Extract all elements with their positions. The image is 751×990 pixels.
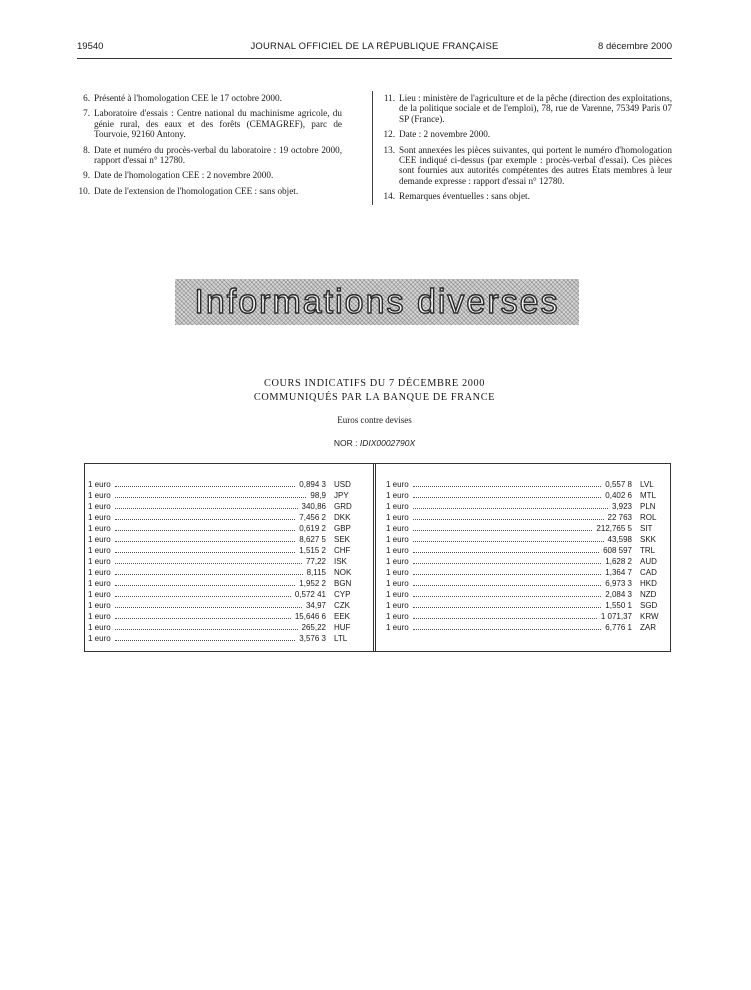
rate-value: 22 763 bbox=[607, 513, 632, 522]
item-text: Date de l'homologation CEE : 2 novembre 2000. bbox=[94, 170, 274, 181]
list-item bbox=[382, 129, 672, 139]
item-text: Présenté à l'homologation CEE le 17 octobre 2000. bbox=[94, 93, 282, 103]
currency-code: HKD bbox=[640, 579, 657, 588]
list-item bbox=[77, 108, 342, 139]
rate-unit: 1 euro bbox=[386, 535, 409, 544]
currency-code: ISK bbox=[334, 557, 347, 566]
rate-unit: 1 euro bbox=[386, 491, 409, 500]
currency-code: LTL bbox=[334, 634, 348, 643]
table-row bbox=[88, 479, 360, 490]
rate-unit: 1 euro bbox=[88, 568, 111, 577]
nor-reference bbox=[77, 438, 672, 448]
currency-code: KRW bbox=[640, 612, 659, 621]
dot-leader bbox=[413, 607, 602, 608]
dot-leader bbox=[413, 596, 602, 597]
rate-unit: 1 euro bbox=[88, 513, 111, 522]
rate-unit: 1 euro bbox=[386, 612, 409, 621]
currency-code: CZK bbox=[334, 601, 350, 610]
table-row bbox=[386, 545, 666, 556]
table-row bbox=[88, 512, 360, 523]
dot-leader bbox=[115, 629, 298, 630]
currency-code: SIT bbox=[640, 524, 653, 533]
table-row bbox=[88, 600, 360, 611]
list-item bbox=[382, 145, 672, 187]
currency-code: GRD bbox=[334, 502, 352, 511]
table-row bbox=[88, 611, 360, 622]
table-row bbox=[88, 534, 360, 545]
dot-leader bbox=[115, 607, 302, 608]
column-separator bbox=[372, 91, 373, 205]
currency-code: LVL bbox=[640, 480, 654, 489]
rate-unit: 1 euro bbox=[386, 513, 409, 522]
table-row bbox=[386, 589, 666, 600]
table-row bbox=[386, 534, 666, 545]
dot-leader bbox=[115, 596, 291, 597]
section-banner bbox=[175, 279, 579, 325]
currency-code: TRL bbox=[640, 546, 656, 555]
rate-unit: 1 euro bbox=[386, 568, 409, 577]
rate-unit: 1 euro bbox=[88, 557, 111, 566]
currency-code: MTL bbox=[640, 491, 656, 500]
table-row bbox=[88, 545, 360, 556]
currency-code: SEK bbox=[334, 535, 351, 544]
table-row bbox=[386, 567, 666, 578]
rates-right-column bbox=[386, 479, 666, 633]
currency-code: ZAR bbox=[640, 623, 656, 632]
table-row bbox=[386, 622, 666, 633]
currency-code: SKK bbox=[640, 535, 657, 544]
list-item bbox=[382, 191, 672, 201]
table-row bbox=[386, 556, 666, 567]
dot-leader bbox=[413, 552, 599, 553]
rate-unit: 1 euro bbox=[386, 590, 409, 599]
table-row bbox=[386, 490, 666, 501]
dot-leader bbox=[413, 629, 602, 630]
rate-unit: 1 euro bbox=[386, 579, 409, 588]
table-row bbox=[88, 567, 360, 578]
list-item bbox=[77, 186, 342, 196]
rate-unit: 1 euro bbox=[88, 502, 111, 511]
item-number: 14. bbox=[383, 191, 395, 202]
table-row bbox=[88, 578, 360, 589]
table-row bbox=[386, 523, 666, 534]
rate-value: 8,627 5 bbox=[299, 535, 326, 544]
list-item bbox=[77, 93, 342, 103]
rate-unit: 1 euro bbox=[386, 502, 409, 511]
rate-value: 3,576 3 bbox=[299, 634, 326, 643]
rate-unit: 1 euro bbox=[386, 524, 409, 533]
item-number: 8. bbox=[83, 144, 90, 155]
rate-unit: 1 euro bbox=[88, 480, 111, 489]
dot-leader bbox=[115, 508, 298, 509]
dot-leader bbox=[115, 530, 296, 531]
dot-leader bbox=[413, 530, 593, 531]
dot-leader bbox=[413, 486, 602, 487]
dot-leader bbox=[115, 640, 296, 641]
rate-value: 6,776 1 bbox=[605, 623, 632, 632]
rates-left-column bbox=[88, 479, 360, 644]
currency-code: JPY bbox=[334, 491, 349, 500]
rate-unit: 1 euro bbox=[88, 612, 111, 621]
currency-code: NOK bbox=[334, 568, 352, 577]
items-right-column bbox=[382, 93, 672, 207]
nor-label: NOR : bbox=[333, 438, 358, 448]
currency-code: EEK bbox=[334, 612, 351, 621]
dot-leader bbox=[115, 519, 296, 520]
item-text: Date de l'extension de l'homologation CEE : sans objet. bbox=[94, 185, 299, 196]
issue-date: 8 décembre 2000 bbox=[598, 41, 672, 52]
list-item bbox=[77, 145, 342, 166]
table-row bbox=[386, 501, 666, 512]
table-row bbox=[88, 633, 360, 644]
table-row bbox=[88, 622, 360, 633]
banner-title: Informations diverses bbox=[194, 283, 560, 321]
dot-leader bbox=[115, 486, 296, 487]
rate-unit: 1 euro bbox=[88, 546, 111, 555]
list-item bbox=[382, 93, 672, 124]
dot-leader bbox=[115, 618, 291, 619]
dot-leader bbox=[413, 574, 602, 575]
rate-unit: 1 euro bbox=[88, 601, 111, 610]
rate-value: 98,9 bbox=[310, 491, 326, 500]
page-header bbox=[77, 41, 672, 55]
table-row bbox=[386, 600, 666, 611]
rate-unit: 1 euro bbox=[386, 601, 409, 610]
rate-value: 7,456 2 bbox=[299, 513, 326, 522]
rate-value: 1,628 2 bbox=[605, 557, 632, 566]
journal-title: JOURNAL OFFICIEL DE LA RÉPUBLIQUE FRANÇAISE bbox=[250, 41, 499, 52]
currency-code: CHF bbox=[334, 546, 351, 555]
exchange-rates-table bbox=[84, 463, 671, 652]
item-number: 11. bbox=[383, 93, 395, 103]
currency-code: NZD bbox=[640, 590, 657, 599]
rate-unit: 1 euro bbox=[386, 623, 409, 632]
item-text: Sont annexées les pièces suivantes, qui portent le numéro d'homologation CEE indiqué ci-dessus (par exemple : procès-verbal d'essai). Ces pièces sont fournies aux autorités compétentes des autres Etats membres à leur demande expresse : rapport d'essai n° 12780. bbox=[399, 144, 672, 186]
table-row bbox=[386, 512, 666, 523]
rate-value: 212,765 5 bbox=[596, 524, 632, 533]
item-text: Laboratoire d'essais : Centre national du machinisme agricole, du génie rural, des eaux et des forêts (CEMAGREF), parc de Tourvoie, 92160 Antony. bbox=[94, 108, 342, 140]
item-text: Date : 2 novembre 2000. bbox=[399, 129, 491, 140]
rate-value: 77,22 bbox=[305, 557, 326, 566]
rate-value: 0,619 2 bbox=[299, 524, 326, 533]
table-row bbox=[386, 479, 666, 490]
page-number: 19540 bbox=[77, 41, 104, 52]
dot-leader bbox=[115, 497, 307, 498]
nor-code: IDIX0002790X bbox=[359, 438, 416, 448]
currency-code: CAD bbox=[640, 568, 657, 577]
table-row bbox=[88, 556, 360, 567]
rate-value: 1,952 2 bbox=[299, 579, 326, 588]
rate-value: 0,572 41 bbox=[294, 590, 326, 599]
table-row bbox=[88, 523, 360, 534]
item-number: 10. bbox=[78, 185, 90, 196]
table-row bbox=[88, 490, 360, 501]
currency-code: CYP bbox=[334, 590, 351, 599]
rate-value: 1,364 7 bbox=[605, 568, 632, 577]
table-row bbox=[386, 578, 666, 589]
dot-leader bbox=[115, 541, 296, 542]
dot-leader bbox=[413, 541, 604, 542]
rates-title-line2: COMMUNIQUÉS PAR LA BANQUE DE FRANCE bbox=[253, 392, 496, 403]
item-number: 9. bbox=[83, 170, 90, 181]
dot-leader bbox=[413, 563, 602, 564]
item-number: 6. bbox=[83, 93, 90, 103]
currency-code: DKK bbox=[334, 513, 351, 522]
currency-code: BGN bbox=[334, 579, 352, 588]
item-text: Date et numéro du procès-verbal du laboratoire : 19 octobre 2000, rapport d'essai n° 12780. bbox=[94, 144, 342, 166]
currency-code: ROL bbox=[640, 513, 657, 522]
rate-value: 608 597 bbox=[603, 546, 632, 555]
rate-unit: 1 euro bbox=[386, 557, 409, 566]
rate-value: 6,973 3 bbox=[605, 579, 632, 588]
rate-unit: 1 euro bbox=[386, 546, 409, 555]
item-number: 12. bbox=[383, 129, 395, 140]
item-text: Lieu : ministère de l'agriculture et de la pêche (direction des exploitations, de la politique sociale et de l'emploi), 78, rue de Varenne, 75349 Paris 07 SP (France). bbox=[399, 93, 672, 124]
rate-value: 340,86 bbox=[301, 502, 326, 511]
rate-unit: 1 euro bbox=[88, 535, 111, 544]
dot-leader bbox=[413, 497, 602, 498]
dot-leader bbox=[115, 585, 296, 586]
rate-unit: 1 euro bbox=[88, 623, 111, 632]
item-number: 7. bbox=[83, 108, 90, 119]
dot-leader bbox=[115, 563, 302, 564]
rate-value: 3,923 bbox=[611, 502, 632, 511]
rate-value: 15,646 6 bbox=[294, 612, 326, 621]
currency-code: USD bbox=[334, 480, 351, 489]
rate-value: 0,894 3 bbox=[299, 480, 326, 489]
rate-value: 8,115 bbox=[306, 568, 326, 577]
dot-leader bbox=[115, 574, 303, 575]
rate-value: 34,97 bbox=[305, 601, 326, 610]
rate-value: 1,515 2 bbox=[299, 546, 326, 555]
rates-subtitle: Euros contre devises bbox=[337, 415, 412, 425]
currency-code: SGD bbox=[640, 601, 658, 610]
currency-code: PLN bbox=[640, 502, 656, 511]
item-number: 13. bbox=[383, 144, 395, 155]
rate-value: 0,557 8 bbox=[605, 480, 632, 489]
rate-value: 0,402 6 bbox=[605, 491, 632, 500]
table-row bbox=[88, 501, 360, 512]
table-row bbox=[386, 611, 666, 622]
rates-title-line1: COURS INDICATIFS DU 7 DÉCEMBRE 2000 bbox=[264, 378, 485, 389]
dot-leader bbox=[413, 585, 602, 586]
item-text: Remarques éventuelles : sans objet. bbox=[399, 191, 530, 202]
dot-leader bbox=[115, 552, 296, 553]
rate-value: 1,550 1 bbox=[605, 601, 632, 610]
currency-code: GBP bbox=[334, 524, 351, 533]
list-item bbox=[77, 170, 342, 180]
rate-unit: 1 euro bbox=[386, 480, 409, 489]
items-left-column bbox=[77, 93, 342, 201]
table-row bbox=[88, 589, 360, 600]
header-rule bbox=[77, 58, 672, 59]
rate-value: 1 071,37 bbox=[600, 612, 632, 621]
dot-leader bbox=[413, 618, 597, 619]
rate-unit: 1 euro bbox=[88, 579, 111, 588]
rate-value: 43,598 bbox=[607, 535, 632, 544]
rate-unit: 1 euro bbox=[88, 590, 111, 599]
rate-value: 265,22 bbox=[301, 623, 326, 632]
rate-value: 2,084 3 bbox=[605, 590, 632, 599]
dot-leader bbox=[413, 519, 604, 520]
rate-unit: 1 euro bbox=[88, 491, 111, 500]
currency-code: AUD bbox=[640, 557, 657, 566]
rate-unit: 1 euro bbox=[88, 634, 111, 643]
table-divider bbox=[373, 464, 376, 651]
currency-code: HUF bbox=[334, 623, 351, 632]
dot-leader bbox=[413, 508, 608, 509]
rate-unit: 1 euro bbox=[88, 524, 111, 533]
